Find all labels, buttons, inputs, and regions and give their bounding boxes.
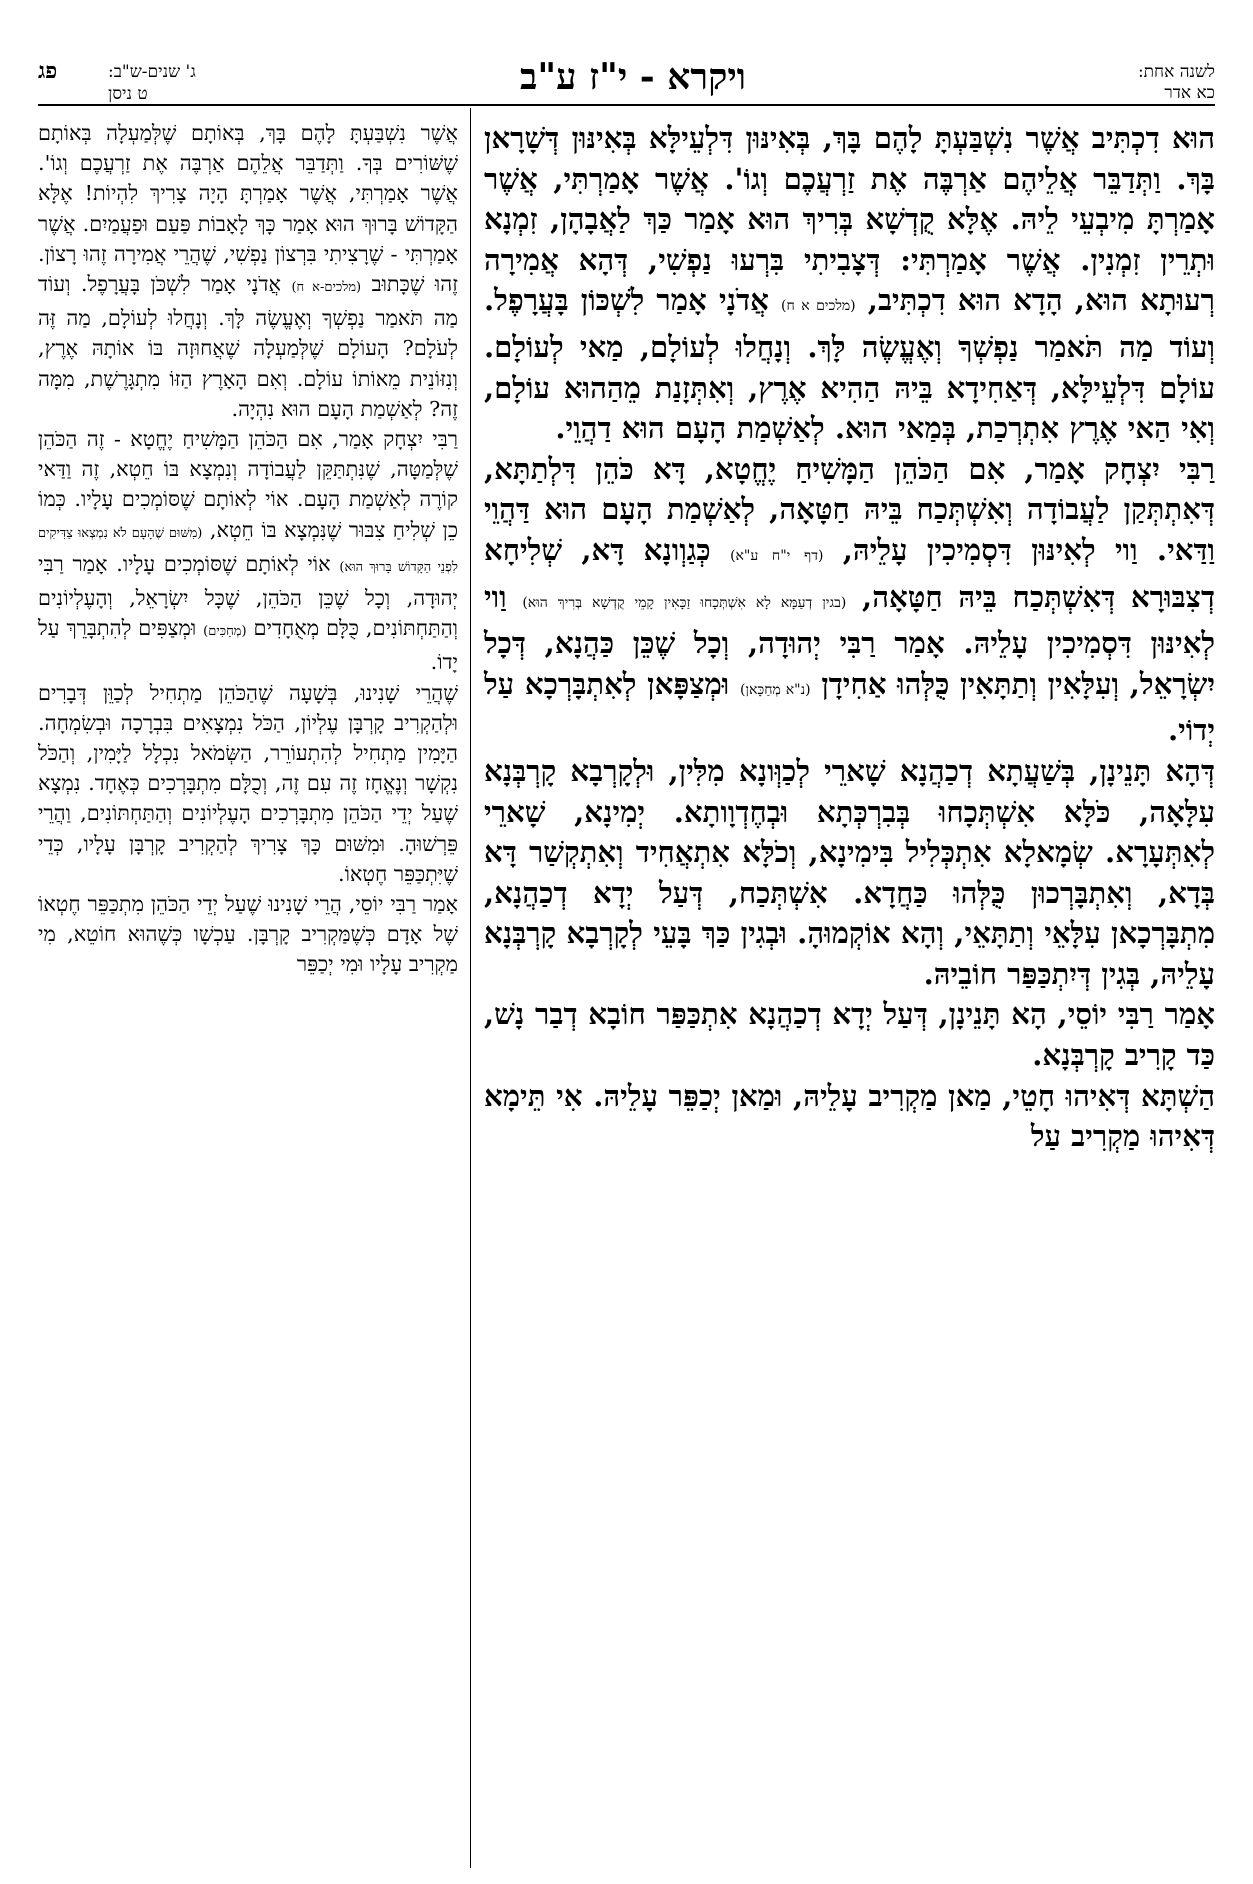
- header-right: [1015, 62, 1215, 104]
- side-paragraph-2: רַבִּי יִצְחָק אָמַר, אִם הַכֹּהֵן הַמָּשִׁיחַ יֶחֱטָא - זֶה הַכֹּהֵן שֶׁלְּמַטָּה, שֶׁנִּתְתַּקֵּן לַעֲבוֹדָה וְנִמְצָא בּוֹ חֵטְא, זֶה וַדַּאי קוֹרֶה לְאַשְׁמַת הָעָם. אוֹי לְאוֹתָם שֶׁסּוֹמְכִים עָלָיו. כְּמוֹ כֵן שְׁלִיחַ צִבּוּר שֶׁנִּמְצָא בּוֹ חֵטְא, (מִשּׁוּם שֶׁהָעָם לֹא נִמְצְאוּ צַדִּיקִים לִפְנֵי הַקָּדוֹשׁ בָּרוּךְ הוּא) אוֹי לְאוֹתָם שֶׁסּוֹמְכִים עָלָיו. אָמַר רַבִּי יְהוּדָה, וְכָל שֶׁכֵּן הַכֹּהֵן, שֶׁכָּל יִשְׂרָאֵל, וְהָעֶלְיוֹנִים וְהַתַּחְתּוֹנִים, כֻּלָּם מְאֻחָדִים (מְחַכִּים) וּמְצַפִּים לְהִתְבָּרֵךְ עַל יָדוֹ.: [38, 427, 458, 675]
- main-gloss: (בגין דְעַמָּא לָא אִשְׁתְּכָחוּ זַכָּאִין קָמֵי קֻדְשָׁא בְּרִיךְ הוּא): [522, 594, 847, 611]
- main-aramaic-column: [484, 118, 1215, 1157]
- side-paragraph-1: אֲשֶׁר נִשְׁבַּעְתָּ לָהֶם בָּךְ, בְּאוֹתָם שֶׁלְּמַעְלָה בְּאוֹתָם שֶׁשּׁוֹרִים בְּךָ. וַתְּדַבֵּר אֲלֵהֶם אַרְבֶּה אֶת זַרְעֲכֶם וְגוֹ'. אֲשֶׁר אָמַרְתִּי, אֲשֶׁר אָמַרְתָּ הָיָה צָרִיךְ לִהְיוֹת! אֶלָּא הַקָּדוֹשׁ בָּרוּךְ הוּא אָמַר כָּךְ לָאָבוֹת פַּעַם וּפַעֲמַיִם. אֲשֶׁר אָמַרְתִּי - שֶׁרָצִיתִי בִּרְצוֹן נַפְשִׁי, שֶׁהֲרֵי אֲמִירָה זֶהוּ רָצוֹן. זֶהוּ שֶׁכָּתוּב (מלכים-א ח) אֲדֹנָי אָמַר לִשְׁכֹּן בָּעֲרָפֶל. וְעוֹד מַה תֹּאמַר נַפְשְׁךָ וְאֶעֱשֶׂה לָּךְ. וְנָחֲלוּ לְעוֹלָם, מַה זֶּה לְעֹלָם? הָעוֹלָם שֶׁלְּמַעְלָה שֶׁאֲחוּזָה בּוֹ אוֹתָהּ אֶרֶץ, וְנִזּוֹנֵית מֵאוֹתוֹ עוֹלָם. וְאִם הָאָרֶץ הַזּוֹ מִתְגָּרֶשֶׁת, מִמָּה זֶה? לְאַשְׁמַת הָעָם הוּא נִהְיָה.: [38, 121, 458, 421]
- column-divider: [470, 108, 471, 1868]
- main-source-ref: (מלכים א ח): [781, 298, 856, 315]
- side-source-ref: (מלכים-א ח): [291, 280, 362, 296]
- page-title: ויקרא - י"ז ע"ב: [520, 56, 746, 98]
- main-paragraph-5: הַשְׁתָּא דְּאִיהוּ חָטֵי, מַאן מַקְרִיב עָלֵיהּ, וּמַאן יְכַפֵּר עָלֵיהּ. אִי תֵּימָא דְּאִיהוּ מַקְרִיב עַל: [484, 1078, 1215, 1154]
- side-variant: (מְחַכִּים): [203, 624, 247, 640]
- main-paragraph-3: דְּהָא תָּנֵינָן, בְּשַׁעֲתָא דְכַהֲנָא שָׁארֵי לְכַוְּונָא מִלִּין, וּלְקָרְבָא קָרְבְּנָא עִלָּאָה, כֹּלָּא אִשְׁתְּכָחוּ בְּבִרְכְּתָא וּבְחֶדְוָותָא. יְמִינָא, שָׁארֵי לְאִתְּעָרָא. שְׂמָאלָא אִתְכְּלִיל בִּימִינָא, וְכֹלָּא אִתְאֲחִיד וְאִתְקְשַׁר דָּא בְּדָא, וְאִתְבָּרְכוּן כֻּלְּהוּ כַּחֲדָא. אִשְׁתְּכַח, דְּעַל יְדָא דְכַהֲנָא, מִתְבָּרְכָאן עִלָּאֵי וְתַתָּאֵי, וְהָא אוֹקְמוּהָ. וּבְגִין כַּךְ בָּעֵי לְקָרְבָא קָרְבְּנָא עָלֵיהּ, בְּגִין דְּיִתְכַּפַּר חוֹבֵיהּ.: [484, 753, 1215, 991]
- header-rule: [38, 104, 1215, 106]
- side-paragraph-3: שֶׁהֲרֵי שָׁנִינוּ, בְּשָׁעָה שֶׁהַכֹּהֵן מַתְחִיל לְכַוֵּן דְּבָרִים וּלְהַקְרִיב קָרְבָּן עֶלְיוֹן, הַכֹּל נִמְצָאִים בִּבְרָכָה וּבְשִׂמְחָה. הַיָּמִין מַתְחִיל לְהִתְעוֹרֵר, הַשְּׂמֹאל נִכְלָל לַיָּמִין, וְהַכֹּל נִקְשָׁר וְנֶאֱחָז זֶה עִם זֶה, וְכֻלָּם מִתְבָּרְכִים כְּאֶחָד. נִמְצָא שֶׁעַל יְדֵי הַכֹּהֵן מִתְבָּרְכִים הָעֶלְיוֹנִים וְהַתַּחְתּוֹנִים, וַהֲרֵי פֵּרְשׁוּהָ. וּמִשּׁוּם כָּךְ צָרִיךְ לְהַקְרִיב קָרְבָּן עָלָיו, כְּדֵי שֶׁיִּתְכַּפֵּר חֶטְאוֹ.: [38, 680, 458, 886]
- main-variant: (נ"א מְחַכָּאן): [739, 681, 811, 698]
- main-paragraph-4: אָמַר רַבִּי יוֹסֵי, הָא תָּנֵינָן, דְּעַל יְדָא דְכַהֲנָא אִתְכַּפַּר חוֹבָא דְבַר נָשׁ, כַּד קָרִיב קָרְבְּנָא.: [484, 997, 1215, 1073]
- side-paragraph-4: אָמַר רַבִּי יוֹסֵי, הֲרֵי שָׁנִינוּ שֶׁעַל יְדֵי הַכֹּהֵן מִתְכַּפֵּר חֶטְאוֹ שֶׁל אָדָם כְּשֶׁמַּקְרִיב קָרְבָּן. עַכְשָׁו כְּשֶׁהוּא חוֹטֵא, מִי מַקְרִיב עָלָיו וּמִי יְכַפֵּר: [38, 892, 458, 977]
- page-number: פג: [38, 58, 58, 84]
- schedule-one-year: לשנה אחת:: [1137, 62, 1215, 82]
- schedule-date-right: כא אדר: [1164, 83, 1215, 103]
- schedule-date-left: ט ניסן: [108, 84, 148, 104]
- hebrew-translation-column: [38, 118, 458, 980]
- main-daf-ref: (דף י"ח ע"א): [730, 547, 824, 564]
- main-paragraph-1: הוּא דִכְתִּיב אֲשֶׁר נִשְׁבַּעְתָּ לָהֶם בָּךְ, בְּאִינּוּן דִּלְעֵילָּא בְּאִינּוּן דְּשָׁרָאן בָּךְ. וַתְּדַבֵּר אֲלֵיהֶם אַרְבֶּה אֶת זַרְעֲכֶם וְגוֹ'. אֲשֶׁר אָמַרְתִּי, אֲשֶׁר אָמַרְתָּ מִיבְעֵי לֵיהּ. אֶלָּא קֻדְשָׁא בְּרִיךְ הוּא אָמַר כַּךְ לַאֲבָהָן, זִמְנָא וּתְרֵין זִמְנִין. אֲשֶׁר אָמַרְתִּי: דְּצָבִיתִי בִּרְעוּ נַפְשִׁי, דְּהָא אֲמִירָה רְעוּתָא הוּא, הָדָא הוּא דִכְתִּיב, (מלכים א ח) אֲדֹנָי אָמַר לִשְׁכּוֹן בָּעֲרָפֶל. וְעוֹד מַה תֹּאמַר נַפְשְׁךָ וְאֶעֱשֶׂה לָּךְ. וְנָחֲלוּ לְעוֹלָם, מַאי לְעוֹלָם. עוֹלָם דִּלְעֵילָּא, דְּאַחִידָא בֵּיהּ הַהִיא אֶרֶץ, וְאִתְּזָנַת מֵהַהוּא עוֹלָם, וְאִי הַאי אֶרֶץ אִתְרְכַת, בְּמַאי הוּא. לְאַשְׁמַת הָעָם הוּא דַהֲוֵי.: [484, 121, 1215, 446]
- page-header: [38, 56, 1215, 102]
- schedule-three-years: ג' שנים-ש"ב:: [108, 62, 196, 82]
- main-paragraph-2: רַבִּי יִצְחָק אָמַר, אִם הַכֹּהֵן הַמָּשִׁיחַ יֶחֱטָא, דָּא כֹּהֵן דִּלְתַתָּא, דְּאִתְתְּקַן לַעֲבוֹדָה וְאִשְׁתְּכַח בֵּיהּ חַטָּאָה, לְאַשְׁמַת הָעָם הוּא דַּהֲוֵי וַדַּאי. וַוי לְאִינּוּן דִּסְמִיכִין עָלֵיהּ, (דף י"ח ע"א) כְּגַוְונָא דָּא, שְׁלִיחָא דְצִבּוּרָא דְּאִשְׁתְּכַח בֵּיהּ חַטָּאָה, (בגין דְעַמָּא לָא אִשְׁתְּכָחוּ זַכָּאִין קָמֵי קֻדְשָׁא בְּרִיךְ הוּא) וַוי לְאִינּוּן דִּסְמִיכִין עָלֵיהּ. אָמַר רַבִּי יְהוּדָה, וְכָל שֶׁכֵּן כַּהֲנָא, דְּכָל יִשְׂרָאֵל, וְעִלָּאִין וְתַתָּאִין כֻּלְּהוּ אַחִידָן (נ"א מְחַכָּאן) וּמְצַפָּאן לְאִתְבָּרְכָא עַל יְדוֹי.: [484, 451, 1215, 748]
- side-gloss: (מִשּׁוּם שֶׁהָעָם לֹא נִמְצְאוּ צַדִּיקִים לִפְנֵי הַקָּדוֹשׁ בָּרוּךְ הוּא): [38, 525, 458, 575]
